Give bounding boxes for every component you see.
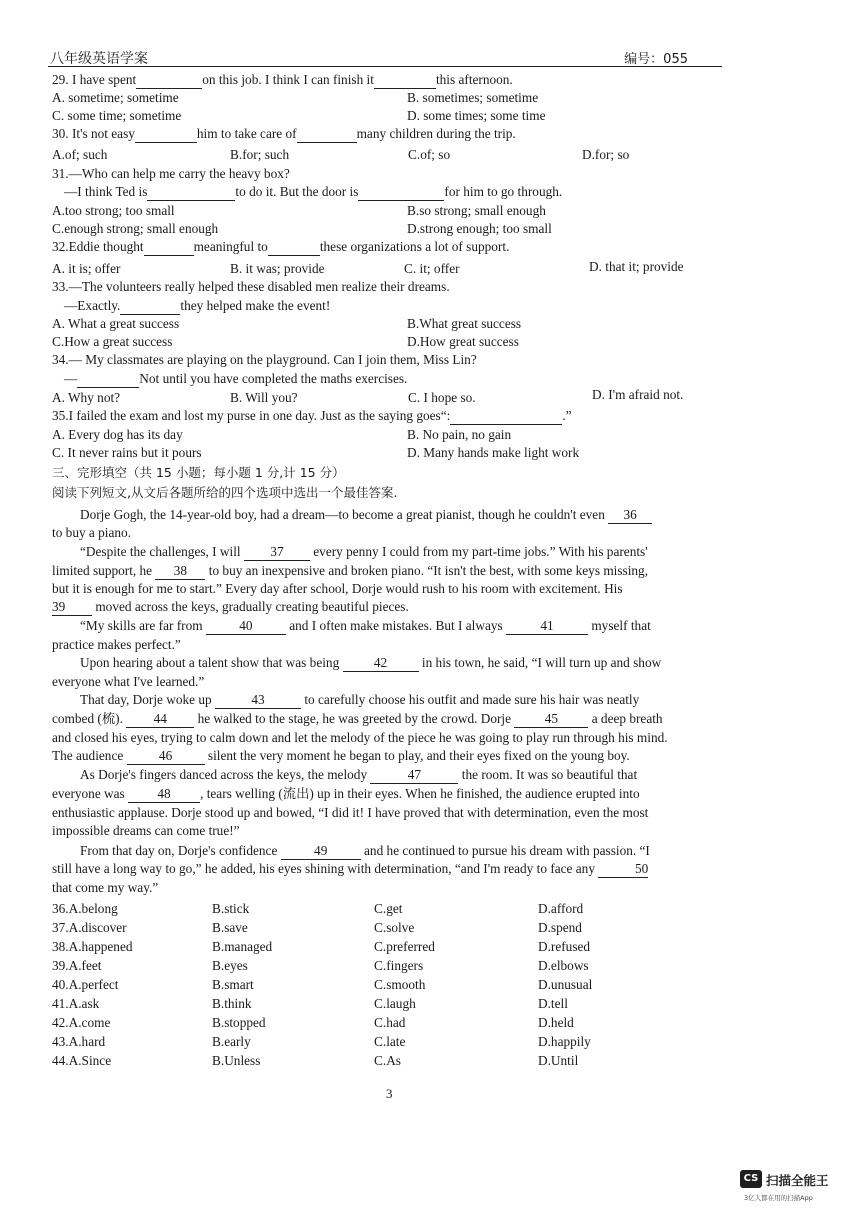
blank [120,298,180,315]
passage-line: everyone was 48 , tears welling (流出) up in their eyes. When he finished, the audience erupted into [52,786,640,801]
blank [144,239,194,256]
option: D. that it; provide [589,259,684,274]
blank-50: 50 [598,861,648,878]
watermark-subtitle: 3亿人都在用的扫描App [744,1194,813,1202]
option: C.enough strong; small enough [52,221,219,236]
blank-49: 49 [281,843,361,860]
option: D.for; so [582,147,630,162]
option: D.afford [538,901,584,916]
option: C.smooth [374,977,426,992]
question-33: 33.—The volunteers really helped these disabled men realize their dreams. [52,279,450,294]
blank-46: 46 [127,748,205,765]
option: B. sometimes; sometime [407,90,539,105]
page-number: 3 [386,1086,393,1101]
passage-line: 39 moved across the keys, gradually creating beautiful pieces. [52,599,409,614]
option: D.elbows [538,958,589,973]
header-number: 编号：055 [624,52,688,67]
blank-41: 41 [506,618,588,635]
blank [147,184,235,201]
option: 43.A.hard [52,1034,106,1049]
option: D.held [538,1015,574,1030]
option: C. I hope so. [408,390,476,405]
passage-line: Dorje Gogh, the 14-year-old boy, had a dream—to become a great pianist, though he couldn't even 36 [80,507,652,524]
blank [450,408,562,425]
blank [374,72,436,89]
option: A. Why not? [52,390,121,405]
option: D.Until [538,1053,579,1068]
section-title: 三、完形填空（共 15 小题；每小题 1 分,计 15 分） [52,465,345,480]
option: 41.A.ask [52,996,100,1011]
option: D.refused [538,939,591,954]
option: 42.A.come [52,1015,111,1030]
option: A.of; such [52,147,108,162]
option: C. It never rains but it pours [52,445,202,460]
option: 40.A.perfect [52,977,119,992]
option: B.stopped [212,1015,266,1030]
watermark-name: 扫描全能王 [766,1173,829,1188]
option: C.had [374,1015,406,1030]
option: B.eyes [212,958,248,973]
blank-48: 48 [128,786,200,803]
passage-line: As Dorje's fingers danced across the keys, the melody 47 the room. It was so beautiful that [80,767,638,782]
passage-line: that come my way.” [52,880,159,895]
option: C.solve [374,920,415,935]
header-title: 八年级英语学案 [50,51,148,67]
option: D.strong enough; too small [407,221,552,236]
passage-line: and closed his eyes, trying to calm down and let the melody of the piece he was going to play run through his mind. [52,730,668,745]
question-29: 29. I have spent on this job. I think I can finish it this afternoon. [52,72,513,87]
blank [358,184,444,201]
question-34: 34.— My classmates are playing on the playground. Can I join them, Miss Lin? [52,352,477,367]
blank-44: 44 [126,711,194,728]
blank-36: 36 [608,507,652,524]
blank-42: 42 [343,655,419,672]
passage-line: practice makes perfect.” [52,637,181,652]
option: B.What great success [407,316,522,331]
option: D.unusual [538,977,593,992]
question-30: 30. It's not easy him to take care of many children during the trip. [52,126,516,141]
option: D.How great success [407,334,519,349]
option: 39.A.feet [52,958,102,973]
option: B.so strong; small enough [407,203,546,218]
option: B.for; such [230,147,290,162]
option: C.of; so [408,147,451,162]
option: D. I'm afraid not. [592,387,684,402]
option: C.fingers [374,958,424,973]
option: D. Many hands make light work [407,445,580,460]
option: C. it; offer [404,261,460,276]
blank-40: 40 [206,618,286,635]
option: A. it is; offer [52,261,121,276]
question-31-answer: —I think Ted is to do it. But the door is for him to go through. [64,184,563,199]
passage-line: Upon hearing about a talent show that was being 42 in his town, he said, “I will turn up and show [80,655,662,670]
page-header [48,48,722,67]
blank [136,72,202,89]
option: 37.A.discover [52,920,127,935]
question-31: 31.—Who can help me carry the heavy box? [52,166,290,181]
passage-line: combed (梳). 44 he walked to the stage, he was greeted by the crowd. Dorje 45 a deep breath [52,711,663,726]
passage-line: still have a long way to go,” he added, his eyes shining with determination, “and I'm ready to face any 50 [52,861,649,876]
question-32: 32.Eddie thought meaningful to these organizations a lot of support. [52,239,510,254]
option: B. Will you? [230,390,298,405]
passage-line: but it is enough for me to start.” Every day after school, Dorje would rush to his room with excitement. His [52,581,623,596]
option: A. Every dog has its day [52,427,183,442]
option: B.stick [212,901,250,916]
blank-39: 39 [52,599,92,616]
option: C.late [374,1034,406,1049]
passage-line: “My skills are far from 40 and I often make mistakes. But I always 41 myself that [80,618,651,633]
option: C.How a great success [52,334,173,349]
option: A. What a great success [52,316,180,331]
passage-line: everyone what I've learned.” [52,674,205,689]
blank-38: 38 [155,563,205,580]
passage-line: limited support, he 38 to buy an inexpensive and broken piano. “It isn't the best, with some keys missing, [52,563,649,578]
blank [297,126,357,143]
blank-43: 43 [215,692,301,709]
passage-line: “Despite the challenges, I will 37 every penny I could from my part-time jobs.” With his parents' [80,544,648,559]
blank [268,239,320,256]
passage-line: to buy a piano. [52,525,132,540]
option: D. some times; some time [407,108,546,123]
passage-line: impossible dreams can come true!” [52,823,240,838]
passage-line: From that day on, Dorje's confidence 49 and he continued to pursue his dream with passion. “I [80,843,650,858]
blank [135,126,197,143]
passage-line: The audience 46 silent the very moment he began to play, and their eyes fixed on the young boy. [52,748,630,763]
blank-45: 45 [514,711,588,728]
camscanner-logo-icon: CS [740,1170,762,1188]
option: 36.A.belong [52,901,118,916]
question-34-answer: — Not until you have completed the maths exercises. [64,371,408,386]
option: 38.A.happened [52,939,133,954]
option: B.smart [212,977,254,992]
option: C.laugh [374,996,416,1011]
passage-line: enthusiastic applause. Dorje stood up and bowed, “I did it! I have proved that with determination, even the most [52,805,649,820]
option: D.tell [538,996,568,1011]
option: B. it was; provide [230,261,325,276]
option: C.As [374,1053,401,1068]
option: A.too strong; too small [52,203,175,218]
blank-47: 47 [370,767,458,784]
option: C.get [374,901,403,916]
question-33-answer: —Exactly. they helped make the event! [64,298,331,313]
option: B. No pain, no gain [407,427,512,442]
passage-line: That day, Dorje woke up 43 to carefully choose his outfit and made sure his hair was neatly [80,692,640,707]
option: C.preferred [374,939,435,954]
option: B.Unless [212,1053,261,1068]
section-instruction: 阅读下列短文,从文后各题所给的四个选项中选出一个最佳答案. [52,485,398,500]
option: B.save [212,920,248,935]
blank [77,371,139,388]
question-35: 35.I failed the exam and lost my purse in one day. Just as the saying goes“: .” [52,408,572,423]
option: B.think [212,996,252,1011]
option: D.happily [538,1034,591,1049]
option: 44.A.Since [52,1053,112,1068]
option: A. sometime; sometime [52,90,179,105]
option: B.early [212,1034,251,1049]
option: D.spend [538,920,582,935]
blank-37: 37 [244,544,310,561]
option: B.managed [212,939,273,954]
option: C. some time; sometime [52,108,182,123]
